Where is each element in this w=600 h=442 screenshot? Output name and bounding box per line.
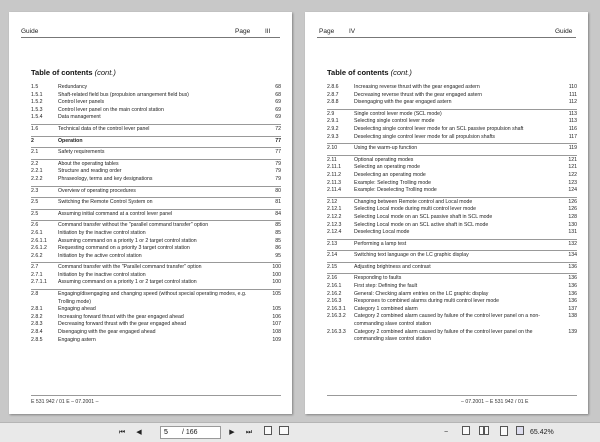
toc-page-number: 69 [275,106,281,113]
page-header-label: Page [235,28,251,35]
toc-section-number: 2.16.3 [327,298,342,305]
toc-section-number: 2.8 [31,291,39,298]
toc-row[interactable] [327,291,577,299]
zoom-out-icon[interactable]: − [443,429,449,436]
toc-page-number: 136 [568,298,577,305]
toc-page-number: 130 [568,221,577,228]
toc-section-title: Command transfer with the "Parallel command transfer" option [58,264,202,271]
toc-row[interactable] [327,111,577,119]
toc-row[interactable] [31,149,281,157]
toc-section-number: 2.16.3.1 [327,305,346,312]
toc-page-number: 77 [275,137,281,144]
toc-row[interactable] [327,92,577,100]
toc-row[interactable] [31,114,281,122]
toc-section-title: Switching the Remote Control System on [58,199,153,206]
toc-row[interactable] [327,84,577,92]
toc-section-title: Deselecting single control lever mode for all propulsion shafts [354,133,495,140]
toc-row[interactable] [31,161,281,169]
toc-section-number: 2.16.1 [327,283,342,290]
toc-section-title: General: Checking alarm entries on the LC graphic display [354,290,489,297]
toc-row[interactable] [327,214,577,222]
toc-section-title: Responses to combined alarms during multi control lever mode [354,298,500,305]
toc-section-number: 2.1 [31,149,39,156]
toc-section-number: 2.8.6 [327,84,339,90]
toc-section-number: 2.5 [31,210,39,217]
toc-section-title: Initiation by the active control station [58,252,142,259]
toc-section-title: Single control lever mode (SCL mode) [354,110,442,117]
toc-page-number: 84 [275,210,281,217]
toc-page-number: 85 [275,237,281,244]
toc-section-number: 2.16.2 [327,290,342,297]
toc-title: Table of contents (cont.) [327,68,412,77]
toc-row[interactable] [31,264,281,272]
toc-section-title: Technical data of the control lever panel [58,125,150,132]
toc-row[interactable] [327,157,577,165]
toc-row[interactable] [31,176,281,184]
toc-row[interactable] [327,206,577,214]
toc-section-number: 2.6.2 [31,252,43,259]
toc-page-number: 80 [275,187,281,194]
right-page [305,12,588,414]
toc-page-number: 119 [568,145,577,152]
toc-section-number: 1.5.4 [31,114,43,121]
toc-section-number: 1.5.2 [31,99,43,106]
toc-section-number: 2.8.8 [327,99,339,106]
toc-section-number: 2.8.3 [31,321,43,328]
toc-section-title: Optional operating modes [354,156,414,163]
toc-row[interactable] [31,230,281,238]
continuous-view-icon[interactable] [498,426,510,439]
toc-page-number: 137 [568,305,577,312]
toc-section-number: 1.6 [31,125,39,132]
zoom-level[interactable]: 65.42% [530,429,554,436]
toc-page-number: 121 [568,156,577,163]
toc-section-number: 2.2.1 [31,168,43,175]
toc-row[interactable] [327,187,577,195]
toc-section-number: 2.2.2 [31,175,43,182]
toc-section-number: 2.8.4 [31,329,43,336]
page-header-label: Page [319,28,335,35]
page-footer: – 07.2001 – E 531 942 / 01 E [461,399,529,405]
toc-page-number: 107 [272,321,281,328]
toc-section-title: Assuming command on a priority 1 or 2 target control station [58,237,197,244]
toc-page-number: 77 [275,149,281,156]
toc-row[interactable] [31,306,281,314]
toc-row[interactable] [327,241,577,249]
footer-rule [327,395,577,396]
toc-row[interactable] [31,138,281,146]
toc-section-title: Switching text language on the LC graphic display [354,252,469,259]
toc-section-title: Phraseology, terms and key designations [58,175,153,182]
toc-section-title: Selecting an operating mode [354,164,421,171]
toc-page-number: 79 [275,160,281,167]
toc-section-number: 2.7 [31,264,39,271]
toc-row[interactable] [327,172,577,180]
toc-section-number: 2.8.7 [327,91,339,98]
toc-page-number: 113 [568,118,577,125]
toc-section-title: Operation [58,137,83,144]
page-numeral: IV [349,28,356,35]
toc-row[interactable] [327,283,577,291]
toc-page-number: 105 [272,291,281,298]
toc-section-title: Category 2 combined alarm caused by failure of the control lever panel on a non-commanding slave control station [354,313,540,328]
toc-section-title: First step: Defining the fault [354,283,418,290]
toc-row[interactable] [327,145,577,153]
toc-section-title: Assuming initial command at a control lever panel [58,210,173,217]
toc-row[interactable] [327,329,577,344]
toc-section-number: 2.11.1 [327,164,342,171]
toc-page-number: 136 [568,275,577,282]
toc-page-number: 111 [569,91,577,98]
toc-section-number: 2.12 [327,198,338,205]
last-page-icon[interactable]: ⏭ [245,429,253,436]
toc-section-title: Selecting Local mode during multi control lever mode [354,206,476,213]
toc-section-number: 2.9.1 [327,118,339,125]
toc-section-number: 2.13 [327,240,338,247]
toc-section-title: Selecting Local mode on an SCL passive shaft in SCL mode [354,213,493,220]
toc-page-number: 139 [568,328,577,335]
toc-page-number: 100 [272,271,281,278]
toc-section-title: Initiation by the inactive control station [58,229,146,236]
toc-page-number: 79 [275,175,281,182]
toc-list [327,84,577,344]
two-page-view-icon[interactable] [478,426,490,439]
page-footer: E 531 942 / 01 E – 07.2001 – [31,399,99,405]
toc-page-number: 69 [275,114,281,121]
toc-page-number: 121 [568,164,577,171]
toc-row[interactable] [31,321,281,329]
toc-page-number: 86 [275,245,281,252]
toc-page-number: 116 [568,125,577,132]
toc-section-title: Disengaging with the gear engaged astern [354,99,452,106]
fit-page-icon[interactable] [262,426,274,439]
toc-row[interactable] [327,199,577,207]
toc-row[interactable] [327,229,577,237]
toc-page-number: 100 [272,279,281,286]
toc-row[interactable] [31,238,281,246]
total-pages: / 166 [181,429,198,436]
toc-row[interactable] [31,92,281,100]
header-rule [317,37,576,38]
toc-section-title: Decreasing forward thrust with the gear engaged ahead [58,321,187,328]
toc-row[interactable] [31,188,281,196]
toc-section-number: 2.8.2 [31,313,43,320]
toc-page-number: 117 [568,133,577,140]
toc-row[interactable] [327,180,577,188]
toc-section-number: 2.16 [327,275,338,282]
toc-section-title: About the operating tables [58,160,119,167]
page-numeral: III [265,28,271,35]
toc-section-number: 2.9.3 [327,133,339,140]
toc-section-number: 2.14 [327,252,338,259]
toc-section-title: Engaging astern [58,336,96,343]
toc-page-number: 122 [568,171,577,178]
toc-page-number: 85 [275,222,281,229]
toc-section-number: 2.11.4 [327,187,342,194]
toc-row[interactable] [327,275,577,283]
toc-section-number: 2 [31,137,34,144]
toc-row[interactable] [31,272,281,280]
toc-row[interactable] [31,211,281,219]
toc-section-title: Category 1 combined alarm [354,305,418,312]
footer-rule [31,395,281,396]
toc-section-title: Assuming command on a priority 1 or 2 target control station [58,279,197,286]
page-number-input[interactable] [164,429,180,436]
toc-section-title: Overview of operating procedures [58,187,136,194]
header-rule [21,37,280,38]
toc-section-number: 2.12.3 [327,221,342,228]
toc-section-number: 2.6.1.2 [31,245,47,252]
toc-row[interactable] [31,245,281,253]
toc-section-title: Performing a lamp test [354,240,407,247]
toc-page-number: 126 [568,198,577,205]
toc-row[interactable] [327,313,577,328]
toc-section-number: 2.16.3.3 [327,328,346,335]
toc-section-number: 2.6.1.1 [31,237,47,244]
toc-section-number: 2.3 [31,187,39,194]
left-page [9,12,292,414]
toc-page-number: 110 [568,84,577,90]
toc-section-number: 2.16.3.2 [327,313,346,320]
toc-section-number: 2.12.2 [327,213,342,220]
toc-section-title: Adjusting brightness and contrast [354,263,431,270]
toc-row[interactable] [31,99,281,107]
toc-row[interactable] [327,164,577,172]
toc-section-title: Initiation by the inactive control station [58,271,146,278]
toc-page-number: 105 [272,306,281,313]
toc-page-number: 113 [568,110,577,117]
toc-title: Table of contents (cont.) [31,68,116,77]
next-page-icon[interactable]: ▶ [229,429,235,436]
toc-section-number: 2.15 [327,263,338,270]
toc-page-number: 106 [272,313,281,320]
toc-section-title: Increasing forward thrust with the gear engaged ahead [58,313,184,320]
first-page-icon[interactable]: ⏮ [118,429,126,436]
toc-section-title: Disengaging with the gear engaged ahead [58,329,156,336]
toc-section-number: 2.8.1 [31,306,43,313]
toc-row[interactable] [327,306,577,314]
toc-section-title: Deselecting Local mode [354,229,410,236]
page-header-guide: Guide [555,28,573,35]
toc-page-number: 69 [275,99,281,106]
toc-page-number: 85 [275,229,281,236]
toc-page-number: 72 [275,125,281,132]
toc-page-number: 132 [568,240,577,247]
toc-row[interactable] [327,298,577,306]
toc-section-number: 2.8.5 [31,336,43,343]
toc-page-number: 100 [272,264,281,271]
toc-section-title: Increasing reverse thrust with the gear engaged astern [354,84,480,90]
toc-row[interactable] [327,99,577,107]
toc-section-title: Structure and reading order [58,168,122,175]
toc-page-number: 131 [568,229,577,236]
toc-page-number: 136 [568,290,577,297]
toc-section-number: 2.2 [31,160,39,167]
toc-row[interactable] [31,84,281,92]
toc-section-number: 1.5.3 [31,106,43,113]
toc-row[interactable] [31,279,281,287]
fullscreen-icon[interactable] [514,426,526,439]
toc-row[interactable] [327,118,577,126]
toc-section-title: Shaft-related field bus (propulsion arrangement field bus) [58,91,189,98]
toc-row[interactable] [31,329,281,337]
toc-section-title: Engaging/disengaging and changing speed (without special operating modes, e.g. Trolling mode) [58,291,247,305]
toc-section-number: 2.7.1 [31,271,43,278]
toc-page-number: 109 [272,336,281,343]
toc-section-title: Safety requirements [58,149,105,156]
toc-row[interactable] [31,168,281,176]
toc-row[interactable] [31,126,281,134]
toc-section-title: Requesting command on a priority 3 target control station [58,245,190,252]
toc-list [31,84,281,344]
toc-page-number: 124 [568,187,577,194]
viewer-toolbar [0,422,600,442]
toc-section-title: Control lever panels [58,99,105,106]
toc-section-title: Redundancy [58,84,88,90]
toc-row[interactable] [31,314,281,322]
toc-row[interactable] [31,107,281,115]
toc-row[interactable] [31,199,281,207]
toc-section-number: 2.6 [31,222,39,229]
toc-row[interactable] [327,264,577,272]
toc-section-title: Decreasing reverse thrust with the gear engaged astern [354,91,483,98]
toc-page-number: 138 [568,313,577,320]
toc-section-title: Responding to faults [354,275,402,282]
toc-page-number: 126 [568,206,577,213]
toc-section-number: 2.9.2 [327,125,339,132]
previous-page-icon[interactable]: ◀ [136,429,142,436]
toc-section-title: Deselecting an operating mode [354,171,426,178]
toc-page-number: 68 [275,84,281,90]
toc-row[interactable] [327,126,577,134]
toc-page-number: 112 [568,99,577,106]
toc-section-number: 1.5 [31,84,39,90]
toc-page-number: 128 [568,213,577,220]
toc-section-title: Category 2 combined alarm caused by failure of the control lever panel on the commanding slave control station [354,328,533,343]
toc-page-number: 79 [275,168,281,175]
toc-section-title: Deselecting single control lever mode for an SCL passive propulsion shaft [354,125,524,132]
toc-section-title: Selecting Local mode on an SCL active shaft in SCL mode [354,221,489,228]
fit-width-icon[interactable] [278,426,290,439]
page-header-guide: Guide [21,28,39,35]
toc-section-title: Command transfer without the "parallel command transfer" option [58,222,209,229]
toc-row[interactable] [31,291,281,306]
toc-page-number: 134 [568,252,577,259]
toc-page-number: 68 [275,91,281,98]
toc-section-number: 2.11.3 [327,179,342,186]
toc-page-number: 95 [275,252,281,259]
toc-section-title: Selecting single control lever mode [354,118,435,125]
toc-section-title: Example: Deselecting Trolling mode [354,187,437,194]
toc-section-number: 2.7.1.1 [31,279,47,286]
toc-section-number: 2.11 [327,156,337,163]
toc-section-number: 2.5 [31,199,39,206]
toc-row[interactable] [327,222,577,230]
toc-page-number: 136 [568,283,577,290]
toc-section-title: Data management [58,114,101,121]
toc-section-title: Using the warm-up function [354,145,418,152]
toc-row[interactable] [31,337,281,345]
page-number-box[interactable] [160,426,221,439]
toc-section-number: 1.5.1 [31,91,43,98]
toc-page-number: 123 [568,179,577,186]
toc-section-number: 2.11.2 [327,171,342,178]
toc-section-title: Changing between Remote control and Local mode [354,198,473,205]
toc-section-number: 2.6.1 [31,229,43,236]
toc-section-number: 2.12.4 [327,229,342,236]
toc-section-number: 2.9 [327,110,335,117]
toc-row[interactable] [31,253,281,261]
toc-section-title: Engaging ahead [58,306,96,313]
toc-section-title: Control lever panel on the main control station [58,106,164,113]
toc-page-number: 108 [272,329,281,336]
toc-section-number: 2.12.1 [327,206,342,213]
toc-section-number: 2.10 [327,145,338,152]
toc-row[interactable] [31,222,281,230]
single-page-view-icon[interactable] [460,426,472,439]
toc-page-number: 136 [568,263,577,270]
toc-row[interactable] [327,252,577,260]
toc-section-title: Example: Selecting Trolling mode [354,179,431,186]
toc-page-number: 81 [275,199,281,206]
toc-row[interactable] [327,134,577,142]
